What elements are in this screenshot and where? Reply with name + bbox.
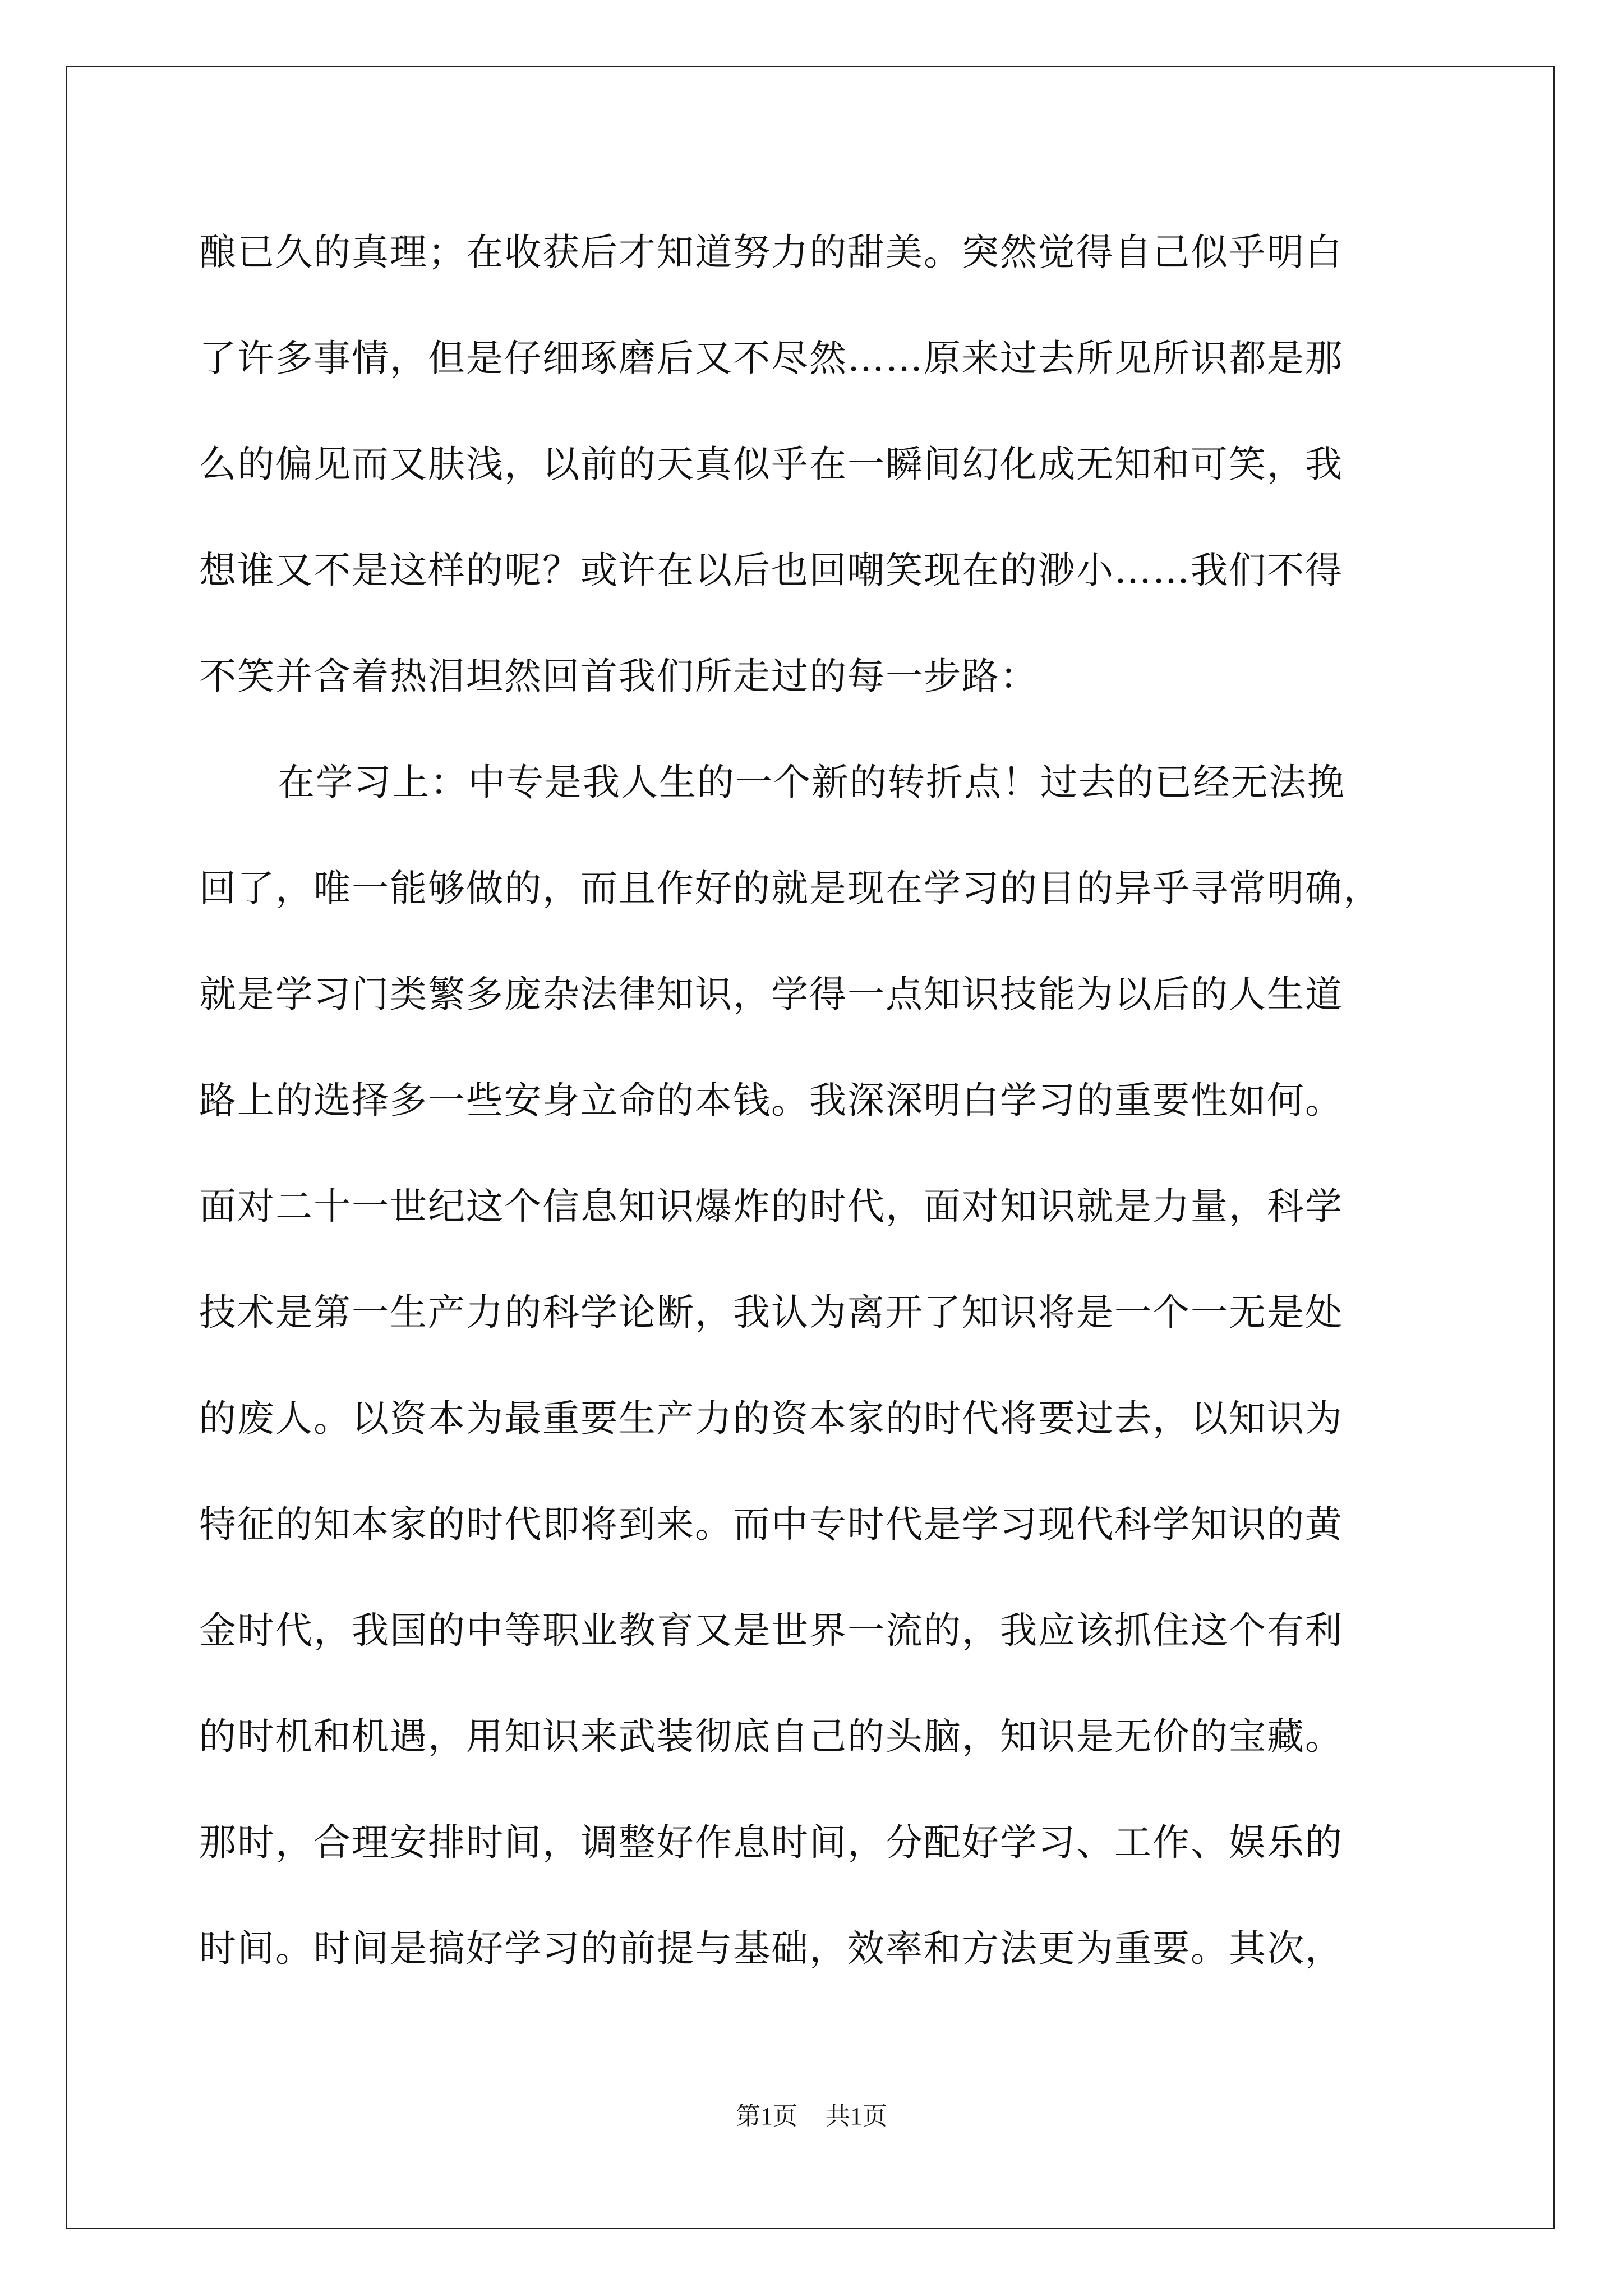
text-line: 时间。时间是搞好学习的前提与基础，效率和方法更为重要。其次， bbox=[199, 1927, 1343, 1970]
text-line: 面对二十一世纪这个信息知识爆炸的时代，面对知识就是力量，科学 bbox=[199, 1185, 1343, 1228]
text-line: 酿已久的真理；在收获后才知道努力的甜美。突然觉得自己似乎明白 bbox=[199, 231, 1343, 274]
text-line: 金时代，我国的中等职业教育又是世界一流的，我应该抓住这个有利 bbox=[199, 1609, 1343, 1652]
text-line: 不笑并含着热泪坦然回首我们所走过的每一步路： bbox=[199, 655, 1038, 698]
text-line: 想谁又不是这样的呢？或许在以后也回嘲笑现在的渺小……我们不得 bbox=[199, 549, 1343, 592]
text-line: 么的偏见而又肤浅，以前的天真似乎在一瞬间幻化成无知和可笑，我 bbox=[199, 443, 1343, 486]
text-line: 就是学习门类繁多庞杂法律知识，学得一点知识技能为以后的人生道 bbox=[199, 973, 1343, 1016]
text-line: 回了，唯一能够做的，而且作好的就是现在学习的目的异乎寻常明确， bbox=[199, 867, 1381, 910]
text-line: 那时，合理安排时间，调整好作息时间，分配好学习、工作、娱乐的 bbox=[199, 1821, 1343, 1864]
text-line: 路上的选择多一些安身立命的本钱。我深深明白学习的重要性如何。 bbox=[199, 1079, 1343, 1122]
text-line: 特征的知本家的时代即将到来。而中专时代是学习现代科学知识的黄 bbox=[199, 1503, 1343, 1546]
text-line: 了许多事情，但是仔细琢磨后又不尽然……原来过去所见所识都是那 bbox=[199, 337, 1343, 380]
body-text bbox=[199, 222, 1433, 2024]
page-number-total: 共1页 bbox=[826, 2102, 887, 2130]
page-footer bbox=[0, 2100, 1623, 2133]
paragraph-start-line: 在学习上：中专是我人生的一个新的转折点！过去的已经无法挽 bbox=[278, 761, 1345, 804]
text-line: 的废人。以资本为最重要生产力的资本家的时代将要过去，以知识为 bbox=[199, 1397, 1343, 1440]
page-number-current: 第1页 bbox=[736, 2102, 797, 2130]
text-line: 技术是第一生产力的科学论断，我认为离开了知识将是一个一无是处 bbox=[199, 1291, 1343, 1334]
text-line: 的时机和机遇，用知识来武装彻底自己的头脑，知识是无价的宝藏。 bbox=[199, 1715, 1343, 1758]
